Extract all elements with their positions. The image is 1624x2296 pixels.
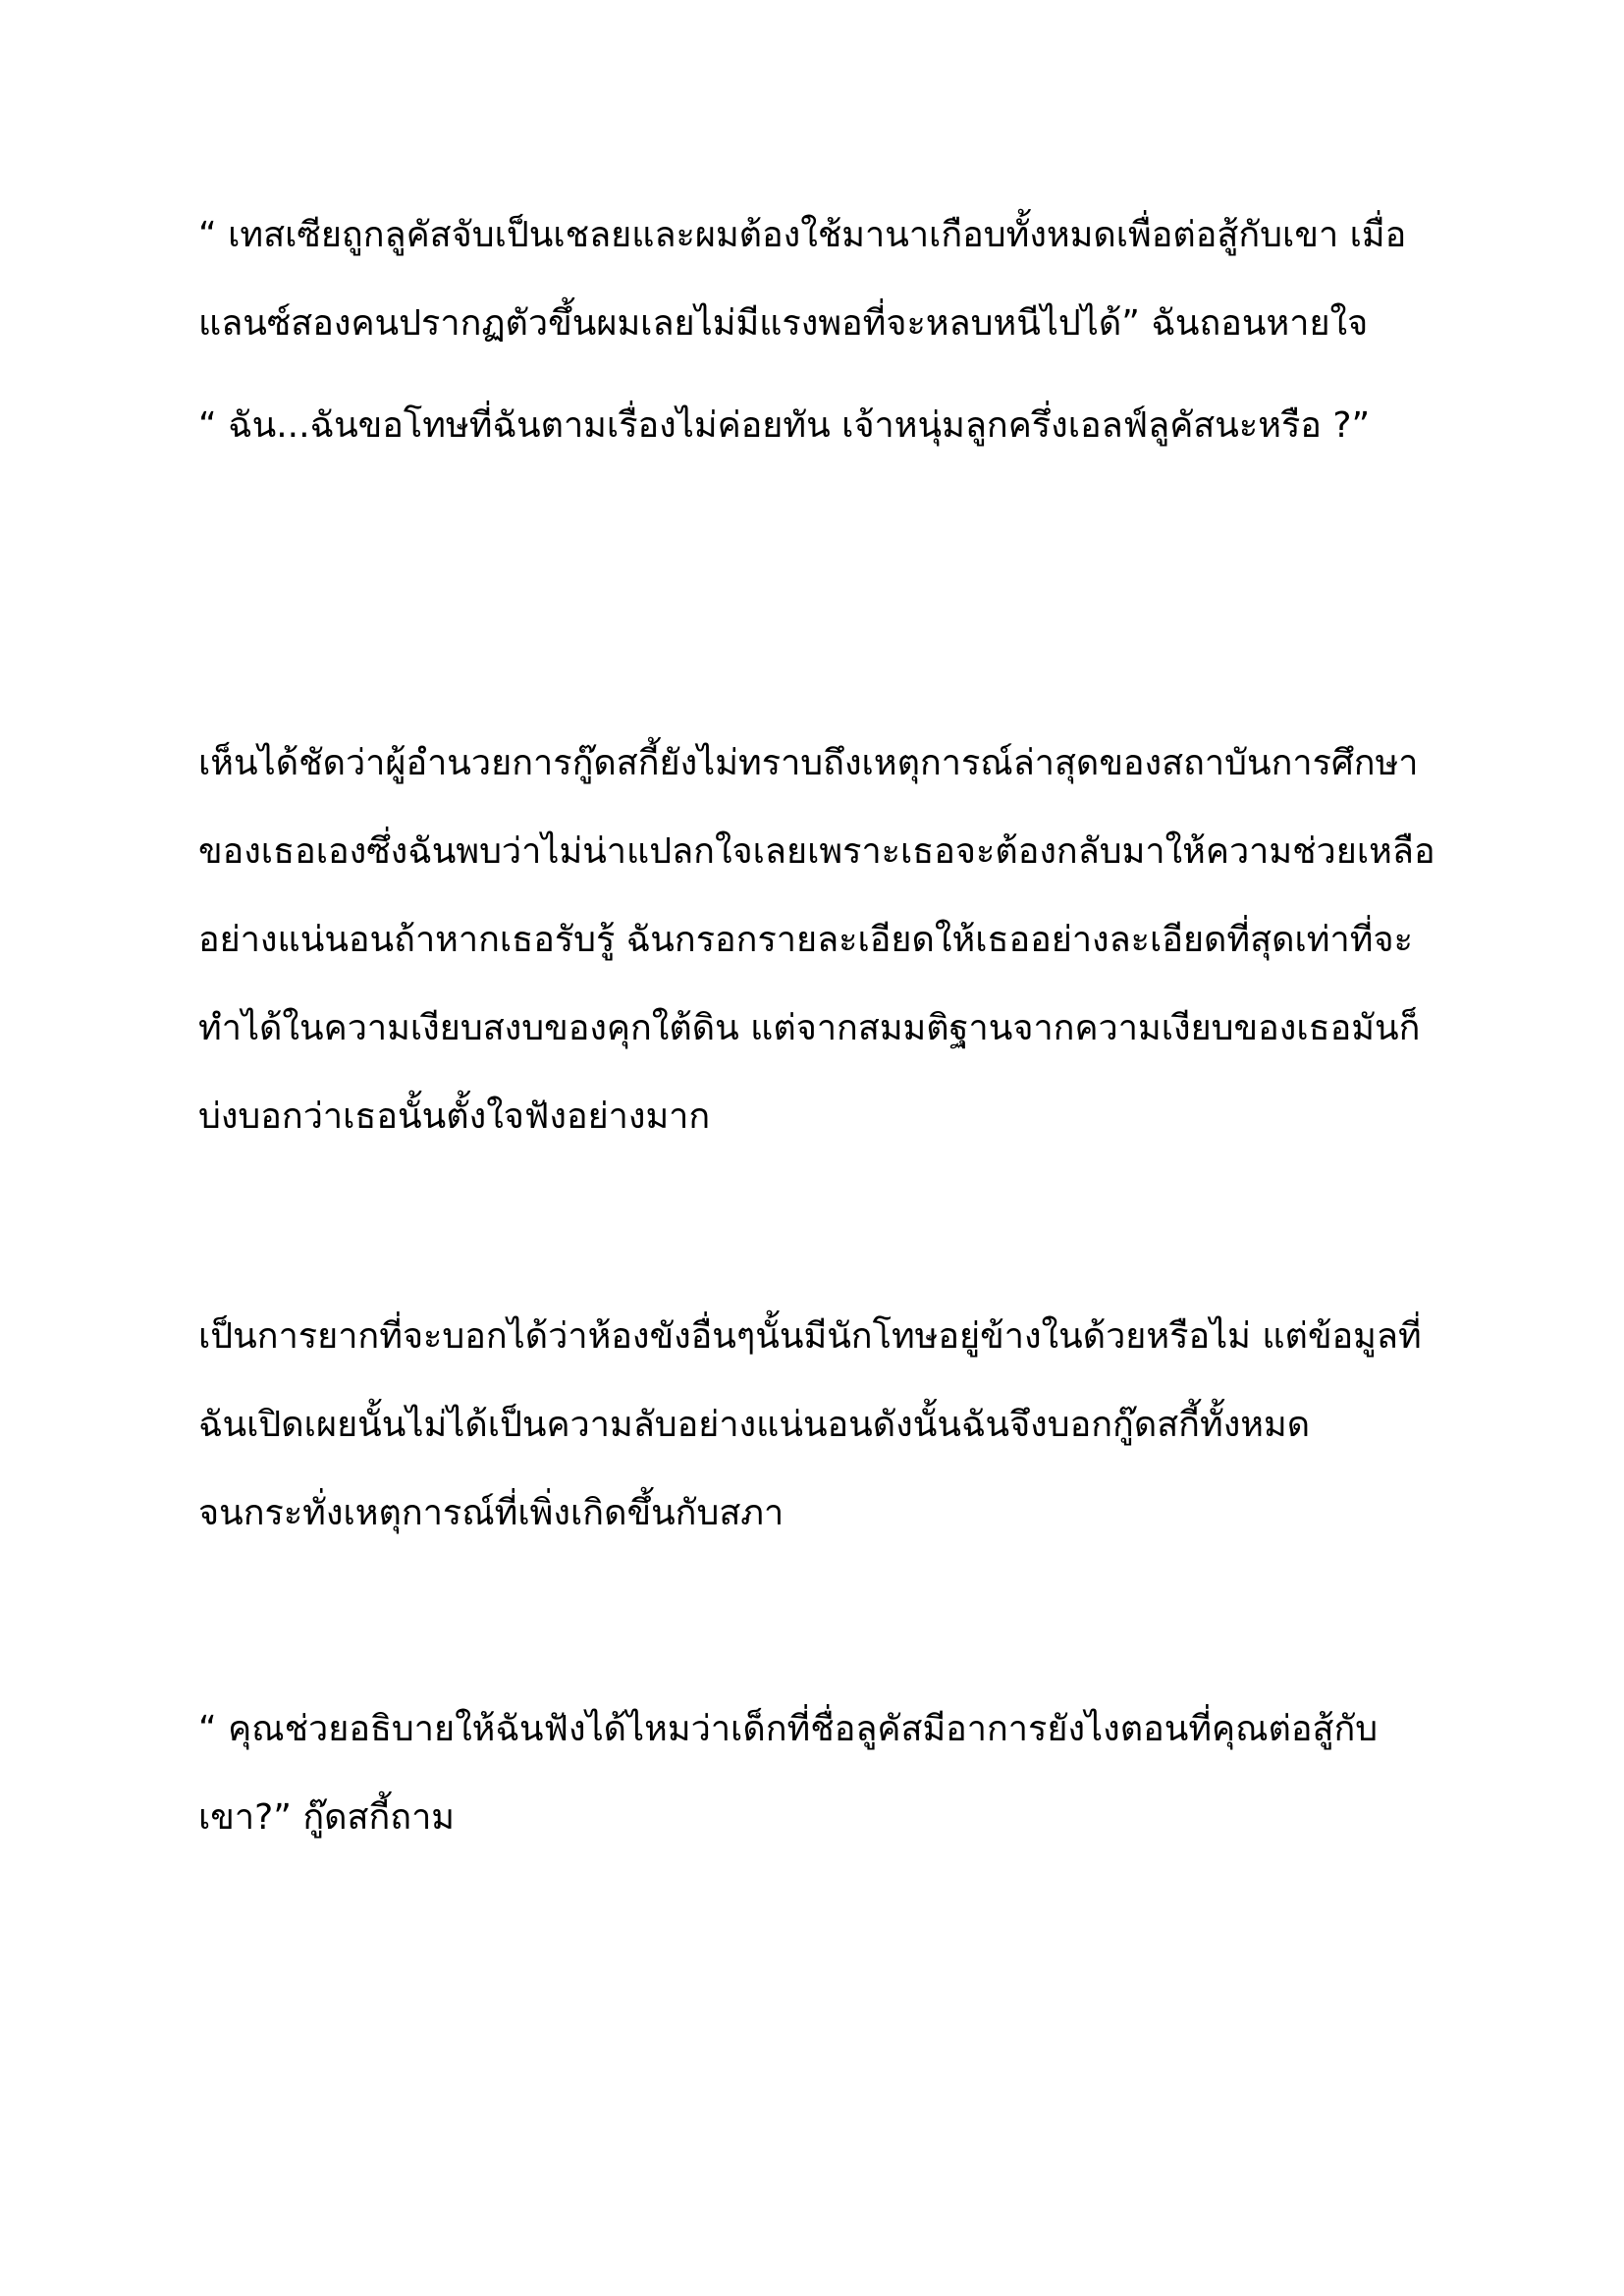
paragraph-5-line-1: “ คุณช่วยอธิบายให้ฉันฟังได้ไหมว่าเด็กที่ชื่อลูคัสมีอาการยังไงตอนที่คุณต่อสู้กับ (198, 1709, 1379, 1749)
paragraph-2-line-1: “ ฉัน...ฉันขอโทษที่ฉันตามเรื่องไม่ค่อยทัน เจ้าหนุ่มลูกครึ่งเอลฟ์ลูคัสนะหรือ ?” (198, 405, 1371, 446)
paragraph-3-line-2: ของเธอเองซึ่งฉันพบว่าไม่น่าแปลกใจเลยเพราะเธอจะต้องกลับมาให้ความช่วยเหลือ (198, 831, 1435, 872)
paragraph-3-line-5: บ่งบอกว่าเธอนั้นตั้งใจฟังอย่างมาก (198, 1096, 711, 1137)
paragraph-1-line-1: “ เทสเซียถูกลูคัสจับเป็นเชลยและผมต้องใช้มานาเกือบทั้งหมดเพื่อต่อสู้กับเขา เมื่อ (198, 215, 1407, 255)
paragraph-1-line-2: แลนซ์สองคนปรากฏตัวขึ้นผมเลยไม่มีแรงพอที่จะหลบหนีไปได้” ฉันถอนหายใจ (198, 303, 1369, 344)
paragraph-4-line-2: ฉันเปิดเผยนั้นไม่ได้เป็นความลับอย่างแน่นอนดังนั้นฉันจึงบอกกู๊ดสกี้ทั้งหมด (198, 1405, 1311, 1445)
paragraph-3-line-3: อย่างแน่นอนถ้าหากเธอรับรู้ ฉันกรอกรายละเอียดให้เธออย่างละเอียดที่สุดเท่าที่จะ (198, 920, 1413, 960)
paragraph-3-line-1: เห็นได้ชัดว่าผู้อำนวยการกู๊ดสกี้ยังไม่ทราบถึงเหตุการณ์ล่าสุดของสถาบันการศึกษา (198, 743, 1419, 783)
paragraph-4-line-1: เป็นการยากที่จะบอกได้ว่าห้องขังอื่นๆนั้นมีนักโทษอยู่ข้างในด้วยหรือไม่ แต่ข้อมูลที่ (198, 1316, 1422, 1357)
paragraph-3-line-4: ทำได้ในความเงียบสงบของคุกใต้ดิน แต่จากสมมติฐานจากความเงียบของเธอมันก็ (198, 1008, 1421, 1048)
paragraph-5-line-2: เขา?” กู๊ดสกี้ถาม (198, 1797, 456, 1838)
paragraph-4-line-3: จนกระทั่งเหตุการณ์ที่เพิ่งเกิดขึ้นกับสภา (198, 1493, 785, 1533)
